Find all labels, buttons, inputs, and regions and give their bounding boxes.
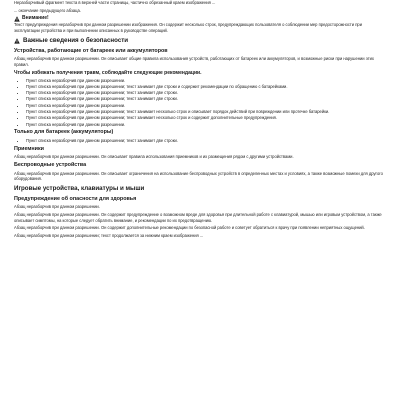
health-paragraph: Абзац неразборчив при данном разрешении. Он содержит дополнительные рекомендации по безопасной работе и советует обратиться к врачу при появлении неприятных ощущений. — [14, 225, 365, 231]
warning-text: Текст предупреждения неразборчив при данном разрешении изображения. Он содержит несколько строк, предупреждающих пользователя о соблюдении мер предосторожности при эксплуатации устройства и при выполнении описанных в руководстве операций. — [14, 22, 362, 34]
list-item: • Пункт списка неразборчив при данном разрешении; текст занимает две строки. — [26, 96, 386, 102]
games-section-title: Игровые устройства, клавиатуры и мыши — [14, 185, 145, 193]
games-section-heading — [14, 185, 386, 194]
warning-heading — [14, 15, 386, 22]
list-item: • Пункт списка неразборчив при данном разрешении. — [26, 78, 386, 84]
list-item: • Пункт списка неразборчив при данном разрешении; текст занимает две строки и содержит рекомендации по обращению с батарейками. — [26, 84, 386, 90]
wireless-text: Абзац неразборчив при данном разрешении. Он описывает ограничения на использование беспроводных устройств в определенных местах и условиях, а также возможные помехи для другого оборудования. — [14, 170, 383, 182]
list-item: • Пункт списка неразборчив при данном разрешении; текст занимает несколько строк и описывает порядок действий при повреждении или протечке батарейки. — [26, 109, 386, 115]
wireless-subheading: Беспроводные устройства — [14, 162, 87, 169]
receivers-subheading: Приемники — [14, 145, 44, 152]
injury-list-intro: Чтобы избежать получения травм, соблюдайте следующие рекомендации. — [14, 69, 202, 76]
rechargeable-subheading: Только для батареек (аккумуляторы) — [14, 129, 114, 136]
batteries-subheading: Устройства, работающие от батареек или аккумуляторов — [14, 47, 168, 54]
top-fragment: Неразборчивый фрагмент текста в верхней части страницы, частично обрезанный краем изображения ... — [14, 0, 216, 5]
warning-title: Внимание! — [22, 15, 49, 22]
safety-section-heading — [14, 37, 386, 46]
warning-icon — [14, 38, 20, 44]
list-item: • Пункт списка неразборчив при данном разрешении; текст занимает две строки. — [26, 138, 386, 144]
safety-section-title: Важные сведения о безопасности — [23, 36, 129, 44]
health-paragraph: Абзац неразборчив при данном разрешении; текст продолжается за нижним краем изображения ... — [14, 233, 204, 239]
rechargeable-list — [14, 138, 386, 144]
receivers-text: Абзац неразборчив при данном разрешении. Он описывает правила использования приемников и их размещения рядом с другими устройствами. — [14, 154, 294, 160]
top-fragment: ... окончание предыдущего абзаца. — [14, 7, 81, 13]
list-item: • Пункт списка неразборчив при данном разрешении. — [26, 122, 386, 128]
injury-list — [14, 78, 386, 128]
list-item: • Пункт списка неразборчив при данном разрешении; текст занимает две строки. — [26, 90, 386, 96]
warning-icon — [14, 16, 20, 22]
list-item: • Пункт списка неразборчив при данном разрешении; текст занимает несколько строк и содержит дополнительные предупреждения. — [26, 115, 386, 121]
list-item: • Пункт списка неразборчив при данном разрешении. — [26, 103, 386, 109]
health-subheading: Предупреждение об опасности для здоровья — [14, 195, 137, 202]
health-paragraph: Абзац неразборчив при данном разрешении. Он содержит предупреждение о возможном вреде для здоровья при длительной работе с клавиатурой, мышью или игровым устройством, а также описывает симптомы, на которые следует обратить внимание, и рекомендации по их предотвращению. — [14, 211, 382, 223]
batteries-text: Абзац неразборчив при данном разрешении. Он описывает общие правила использования устройств, работающих от батареек или аккумуляторов, и возможные риски при нарушении этих правил. — [14, 56, 374, 67]
health-intro: Абзац неразборчив при данном разрешении. — [14, 204, 100, 210]
